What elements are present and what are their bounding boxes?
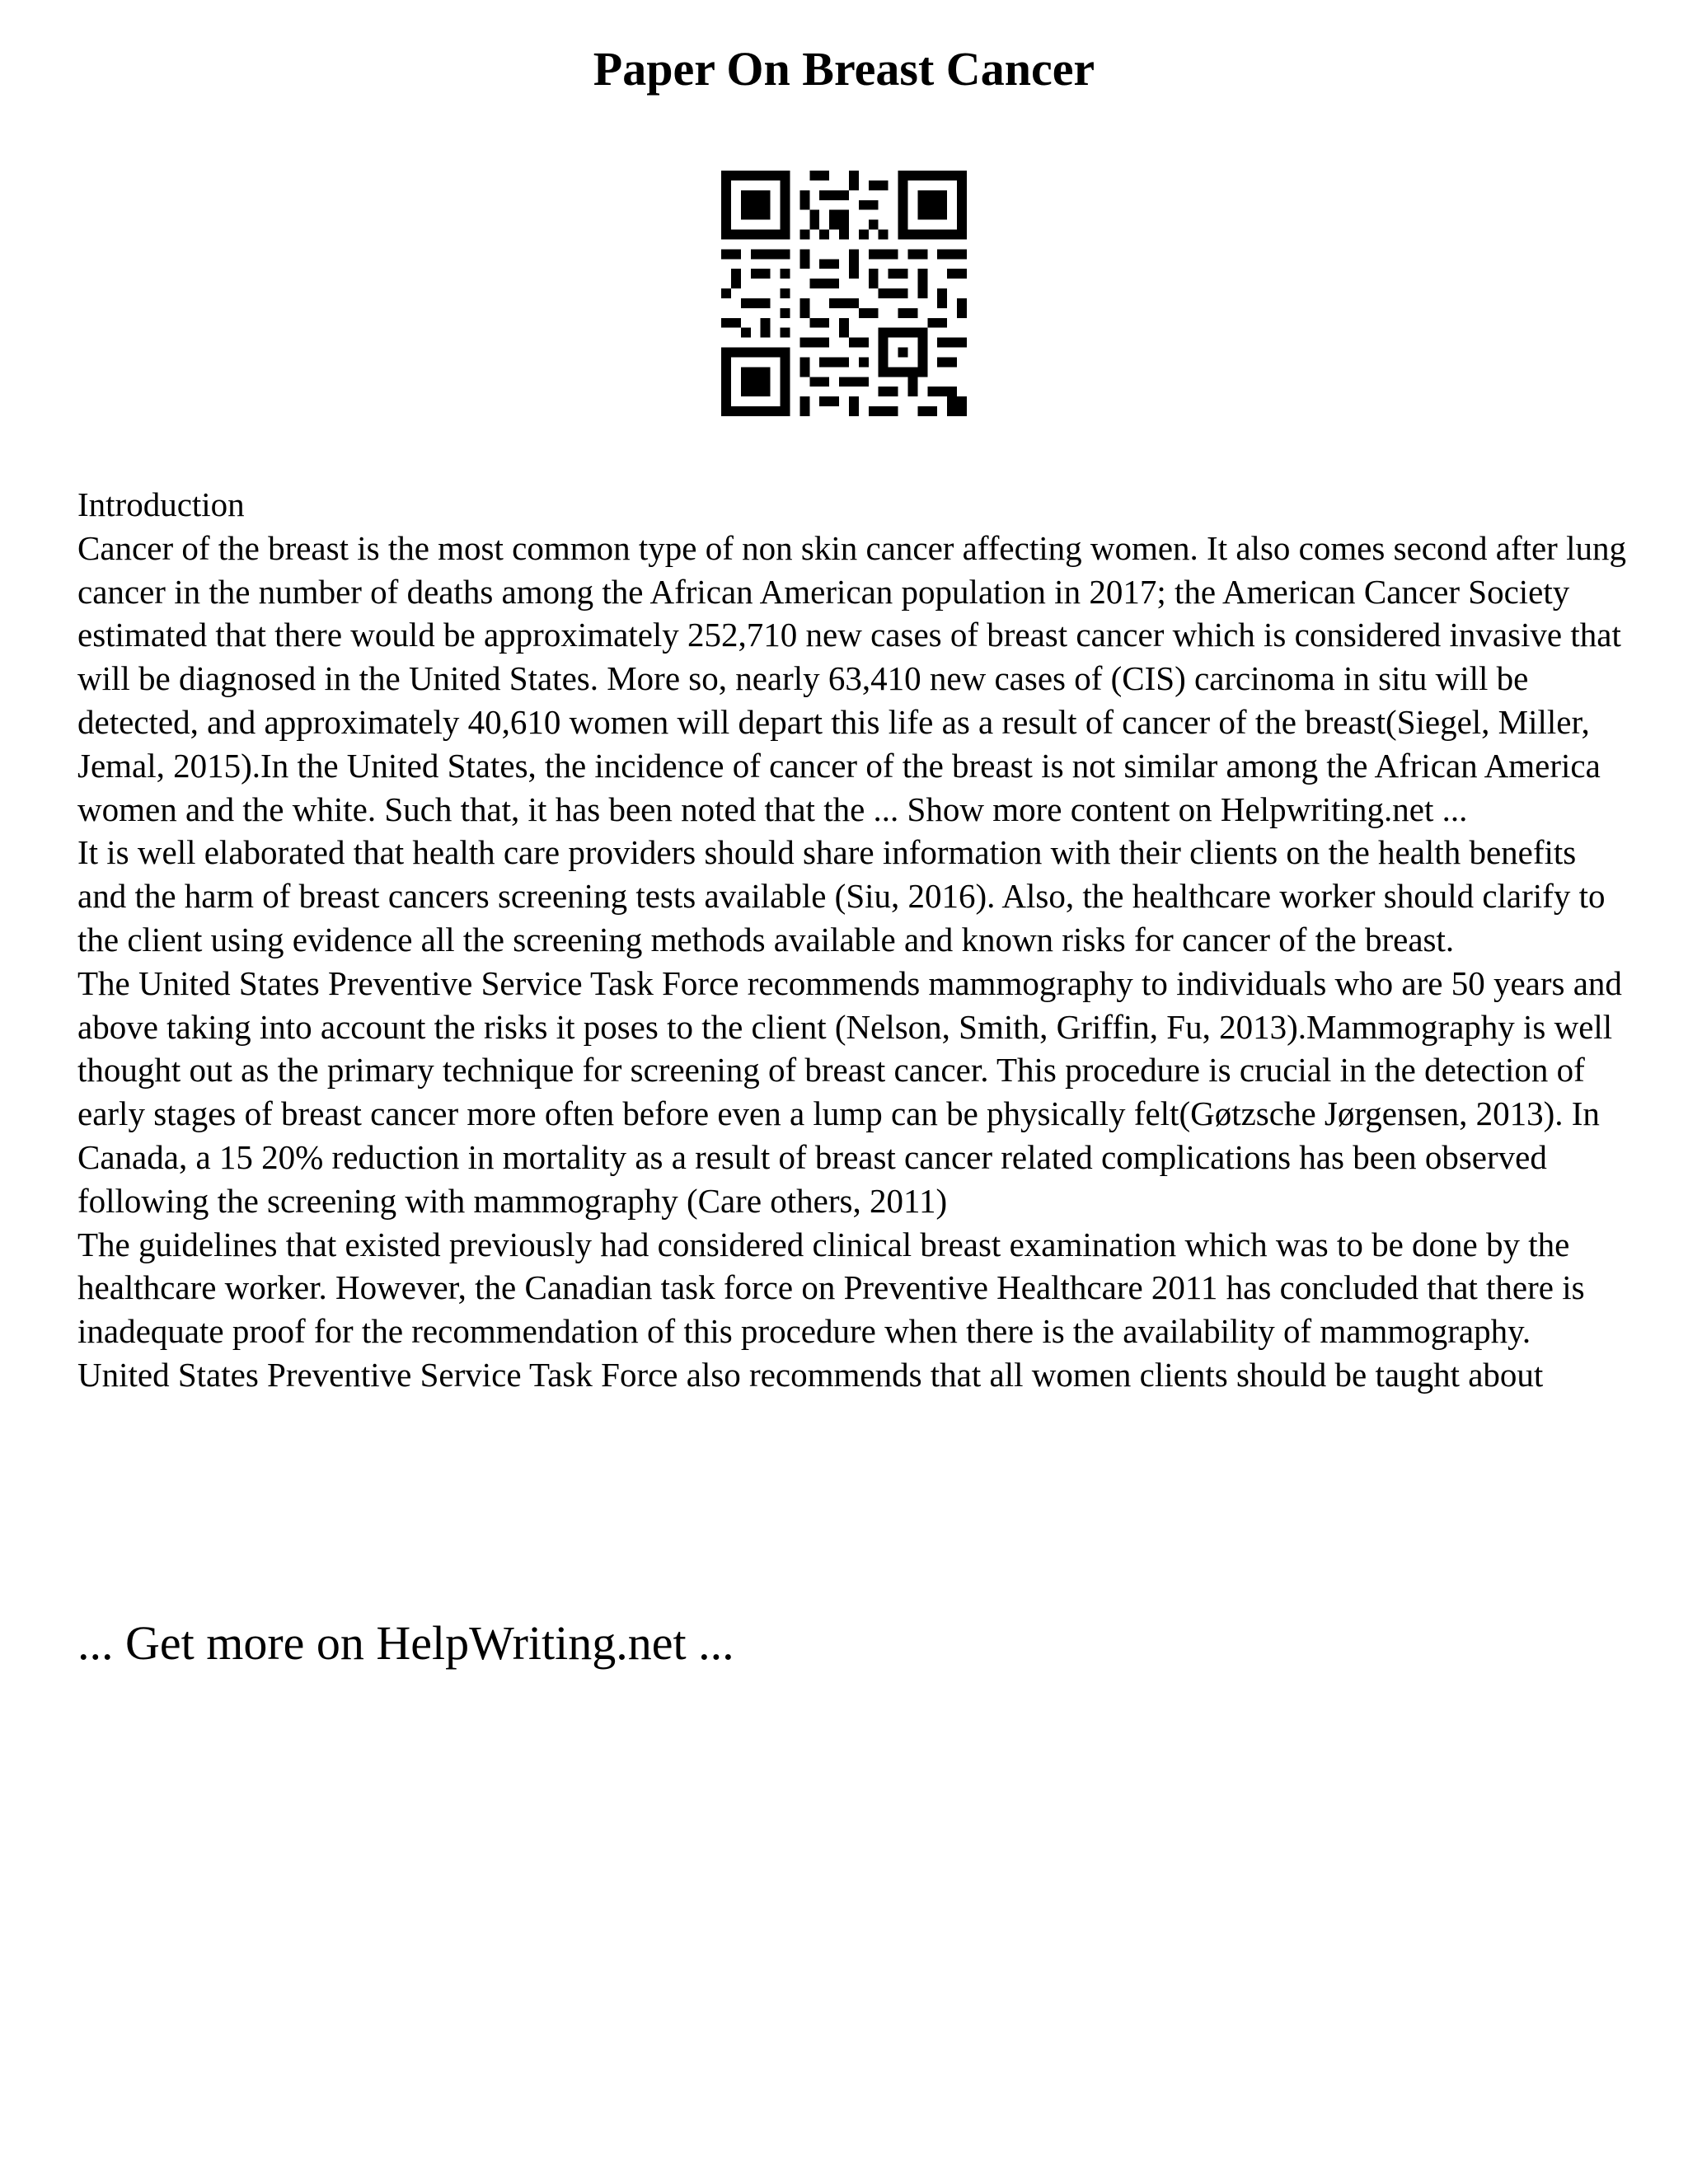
paragraph-heading: Introduction	[77, 485, 245, 523]
page-title: Paper On Breast Cancer	[593, 42, 1095, 96]
paragraph: The United States Preventive Service Task Force recommends mammography to individuals who are 50 years and above taking into account the risks it poses to the client (Nelson, Smith, Griffin, Fu, 2013).Mammography is well thought out as the primary technique for screening of breast cancer. This procedure is crucial in the detection of early stages of breast cancer more often before even a lump can be physically felt(Gøtzsche Jørgensen, 2013). In Canada, a 15 20% reduction in mortality as a result of breast cancer related complications has been observed following the screening with mammography (Care others, 2011)	[77, 963, 1622, 1220]
document-body	[77, 483, 1627, 1397]
paragraph: The guidelines that existed previously had considered clinical breast examination which was to be done by the healthcare worker. However, the Canadian task force on Preventive Healthcare 2011 has concluded that there is inadequate proof for the recommendation of this procedure when there is the availability of mammography. United States Preventive Service Task Force also recommends that all women clients should be taught about	[77, 1225, 1585, 1394]
qr-code-icon	[721, 171, 967, 416]
get-more-link[interactable]: ... Get more on HelpWriting.net ...	[77, 1616, 734, 1670]
paragraph: It is well elaborated that health care providers should share information with their clients on the health benefits and the harm of breast cancers screening tests available (Siu, 2016). Also, the healthcare worker should clarify to the client using evidence all the screening methods available and known risks for cancer of the breast.	[77, 833, 1606, 958]
paragraph: Cancer of the breast is the most common type of non skin cancer affecting women. It also comes second after lung cancer in the number of deaths among the African American population in 2017; the American Cancer Society estimated that there would be approximately 252,710 new cases of breast cancer which is considered invasive that will be diagnosed in the United States. More so, nearly 63,410 new cases of (CIS) carcinoma in situ will be detected, and approximately 40,610 women will depart this life as a result of cancer of the breast(Siegel, Miller, Jemal, 2015).In the United States, the incidence of cancer of the breast is not similar among the African America women and the white. Such that, it has been noted that the ... Show more content on Helpwriting.net ...	[77, 528, 1626, 828]
